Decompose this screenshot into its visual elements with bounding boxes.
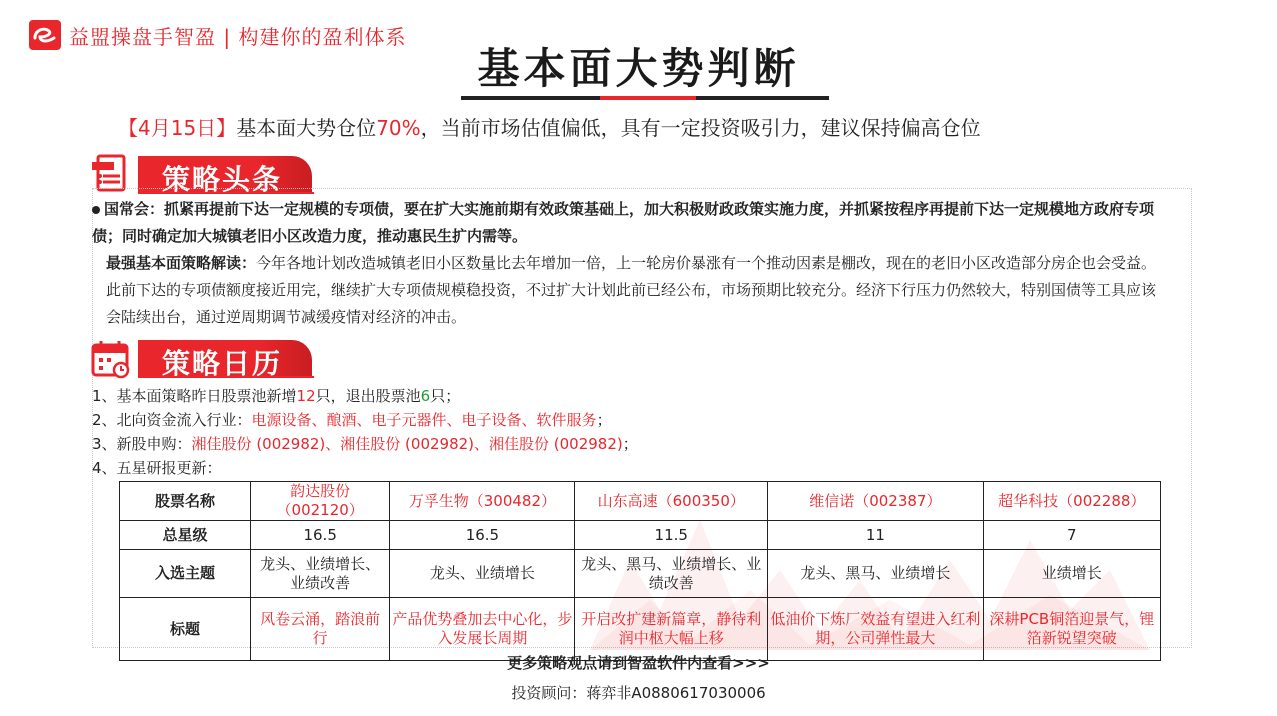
cal-3-ipos: 湘佳股份 (002982)、湘佳股份 (002982)、湘佳股份 (002982) (191, 435, 623, 453)
cal-1-mid: 只，退出股票池 (315, 387, 421, 405)
star-cell: 11.5 (575, 521, 768, 550)
advisor-credit: 投资顾问：蒋弈非A0880617030006 (511, 684, 766, 702)
cal-2-post: ； (596, 411, 612, 429)
calendar-item-4: 4、五星研报更新： (92, 459, 222, 477)
theme-cell: 业绩增长 (983, 550, 1160, 598)
star-cell: 11 (768, 521, 984, 550)
more-link[interactable]: 更多策略观点请到智盈软件内查看>>> (507, 654, 770, 672)
cal-1-removed: 6 (420, 387, 431, 405)
headline-item-2 (92, 250, 1162, 331)
star-cell: 16.5 (390, 521, 575, 550)
stock-name-cell: 韵达股份（002120） (251, 482, 390, 521)
row-label: 标题 (120, 598, 251, 661)
summary-date: 【4月15日】 (118, 116, 237, 140)
cal-3-post: ； (622, 435, 638, 453)
section-title-calendar: 策略日历 (162, 347, 283, 380)
calendar-item-1 (92, 384, 638, 408)
theme-cell: 龙头、业绩增长 (390, 550, 575, 598)
star-cell: 7 (983, 521, 1160, 550)
headline-item-1 (92, 196, 1162, 250)
star-cell: 16.5 (251, 521, 390, 550)
cal-2-industries: 电源设备、酿酒、电子元器件、电子设备、软件服务 (251, 411, 597, 429)
cal-1-pre: 1、基本面策略昨日股票池新增 (92, 387, 297, 405)
stock-name-cell: 万孚生物（300482） (390, 482, 575, 521)
cal-3-pre: 3、新股申购： (92, 435, 192, 453)
cal-1-added: 12 (296, 387, 316, 405)
theme-cell: 龙头、黑马、业绩增长、业绩改善 (575, 550, 768, 598)
report-title-cell: 深耕PCB铜箔迎景气，锂箔新锐望突破 (983, 598, 1160, 661)
brand-text: 益盟操盘手智盈 | 构建你的盈利体系 (69, 24, 407, 49)
bullet-icon (92, 206, 100, 214)
stock-name-cell: 超华科技（002288） (983, 482, 1160, 521)
stock-name-cell: 维信诺（002387） (768, 482, 984, 521)
theme-cell: 龙头、黑马、业绩增长 (768, 550, 984, 598)
summary-pct: 70% (376, 116, 421, 140)
cal-1-post: 只； (430, 387, 461, 405)
stock-report-table (119, 481, 1161, 661)
section-title-headlines: 策略头条 (162, 163, 283, 196)
report-title-cell: 风卷云涌，踏浪前行 (251, 598, 390, 661)
row-label: 入选主题 (120, 550, 251, 598)
report-title-cell: 开启改扩建新篇章，静待利润中枢大幅上移 (575, 598, 768, 661)
stock-name-cell: 山东高速（600350） (575, 482, 768, 521)
report-title-cell: 低油价下炼厂效益有望进入红利期，公司弹性最大 (768, 598, 984, 661)
headline-2-label: 最强基本面策略解读： (106, 254, 257, 272)
row-label: 总星级 (120, 521, 251, 550)
report-title-cell: 产品优势叠加去中心化，步入发展长周期 (390, 598, 575, 661)
theme-cell: 龙头、业绩增长、业绩改善 (251, 550, 390, 598)
calendar-list (92, 384, 638, 480)
headline-1-label: 国常会： (104, 200, 165, 218)
headline-1-text: 抓紧再提前下达一定规模的专项债，要在扩大实施前期有效政策基础上，加大积极财政政策实施力度，并抓紧按程序再提前下达一定规模地方政府专项债；同时确定加大城镇老旧小区改造力度，推动惠民生扩内需等。 (92, 200, 1155, 245)
calendar-item-2 (92, 408, 638, 432)
title-underline-accent (600, 96, 696, 100)
summary-line (118, 112, 981, 141)
table-row (120, 550, 1161, 598)
headline-block (92, 196, 1162, 331)
table-row (120, 482, 1161, 521)
cal-2-pre: 2、北向资金流入行业： (92, 411, 252, 429)
page-title: 基本面大势判断 (477, 44, 800, 93)
summary-pre: 基本面大势仓位 (236, 116, 377, 140)
row-label: 股票名称 (120, 482, 251, 521)
calendar-icon (90, 338, 132, 380)
summary-post: ，当前市场估值偏低，具有一定投资吸引力，建议保持偏高仓位 (420, 116, 981, 140)
calendar-item-3 (92, 432, 638, 456)
headline-2-text: 今年各地计划改造城镇老旧小区数量比去年增加一倍，上一轮房价暴涨有一个推动因素是棚改，现在的老旧小区改造部分房企也会受益。 此前下达的专项债额度接近用完，继续扩大专项债规模稳投资，不过扩大计划此前已经公布，市场预期比较充分。经济下行压力仍然较大，特别国债等工具应该会陆续出台，通过逆周期调节减缓疫情对经济的冲击。 (106, 254, 1157, 326)
table-row (120, 521, 1161, 550)
